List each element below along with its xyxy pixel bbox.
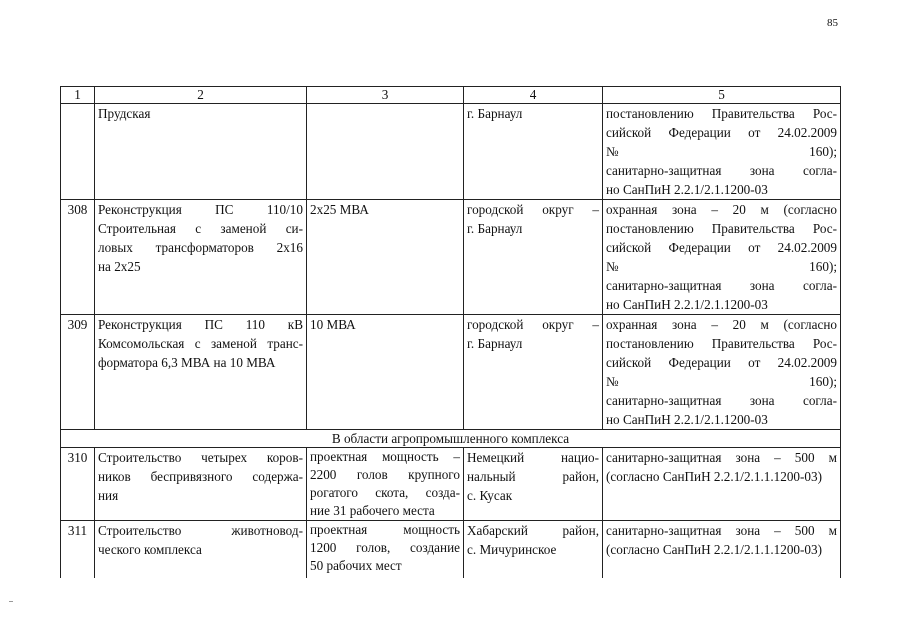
text-line: 10 МВА [310,317,356,332]
text-line: Реконструкция ПС 110 кВ [98,317,303,332]
text-line: с. Кусак [467,488,513,503]
capacity [307,448,464,521]
text-line: Комсомольская с заменой транс- [98,336,303,351]
text-line: Реконструкция ПС 110/10 [98,202,303,217]
text-line: рогатого скота, созда- [310,485,460,500]
location [464,200,603,315]
zones [603,315,841,430]
text-line: но СанПиН 2.2.1/2.1.1200-03 [606,412,768,427]
location [464,521,603,579]
text-line: санитарно-защитная зона – 500 м [606,450,837,465]
header-cell: 2 [95,87,307,104]
capacity [307,104,464,200]
zones [603,448,841,521]
object-name [95,315,307,430]
row-number: 308 [61,200,95,315]
text-line: 50 рабочих мест [310,558,402,573]
row-number: 311 [61,521,95,579]
capacity [307,521,464,579]
text-line: ников беспривязного содержа- [98,469,303,484]
text-line: форматора 6,3 МВА на 10 МВА [98,355,276,370]
text-line: г. Барнаул [467,336,523,351]
text-line: 2х25 МВА [310,202,369,217]
text-line: ние 31 рабочего места [310,503,435,518]
text-line: на 2х25 [98,259,141,274]
text-line: охранная зона – 20 м (согласно [606,317,837,332]
header-cell: 1 [61,87,95,104]
text-line: ловых трансформаторов 2х16 [98,240,303,255]
header-cell: 3 [307,87,464,104]
text-line: сийской Федерации от 24.02.2009 [606,125,837,140]
text-line: но СанПиН 2.2.1/2.1.1200-03 [606,297,768,312]
table-row [61,448,841,521]
text-line: Немецкий нацио- [467,450,599,465]
zones [603,104,841,200]
text-line: г. Барнаул [467,221,523,236]
document-table [60,86,841,618]
text-line: но СанПиН 2.2.1/2.1.1200-03 [606,182,768,197]
text-line: постановлению Правительства Рос- [606,106,837,121]
location: г. Барнаул [464,104,603,200]
text-line: Строительство четырех коров- [98,450,303,465]
row-number: 309 [61,315,95,430]
text-line: санитарно-защитная зона согла- [606,393,837,408]
location [464,448,603,521]
zones [603,521,841,579]
text-line: постановлению Правительства Рос- [606,336,837,351]
row-number [61,104,95,200]
text-line: проектная мощность [310,522,460,537]
text-line: санитарно-защитная зона согла- [606,163,837,178]
object-name [95,521,307,579]
text-line: охранная зона – 20 м (согласно [606,202,837,217]
text-line: нальный район, [467,469,599,484]
page-number: 85 [827,17,838,29]
text-line: № 160); [606,374,837,389]
text-line: Строительная с заменой си- [98,221,303,236]
text-line: 2200 голов крупного [310,467,460,482]
text-line: с. Мичуринское [467,542,557,557]
text-line: санитарно-защитная зона согла- [606,278,837,293]
object-name [95,448,307,521]
row-number: 310 [61,448,95,521]
text-line: ческого комплекса [98,542,202,557]
capacity [307,315,464,430]
text-line: сийской Федерации от 24.02.2009 [606,240,837,255]
text-line: городской округ – [467,317,599,332]
table-row [61,104,841,200]
text-line: санитарно-защитная зона – 500 м [606,523,837,538]
section-title: В области агропромышленного комплекса [61,430,841,448]
text-line: Строительство животновод- [98,523,303,538]
table-row [61,200,841,315]
table-row [61,315,841,430]
table-header-row [61,87,841,104]
location [464,315,603,430]
scan-artifact [9,601,13,602]
text-line: Хабарский район, [467,523,599,538]
text-line: 1200 голов, создание [310,540,460,555]
header-cell: 5 [603,87,841,104]
text-line: (согласно СанПиН 2.2.1/2.1.1.1200-03) [606,469,822,484]
table-row [61,521,841,579]
text-line: № 160); [606,144,837,159]
object-name: Прудская [95,104,307,200]
capacity [307,200,464,315]
text-line: городской округ – [467,202,599,217]
zones [603,200,841,315]
text-line: сийской Федерации от 24.02.2009 [606,355,837,370]
text-line: (согласно СанПиН 2.2.1/2.1.1.1200-03) [606,542,822,557]
text-line: постановлению Правительства Рос- [606,221,837,236]
header-cell: 4 [464,87,603,104]
object-name [95,200,307,315]
text-line: № 160); [606,259,837,274]
page-bottom-mask [60,578,841,640]
text-line: ния [98,488,119,503]
text-line: проектная мощность – [310,449,460,464]
section-row [61,430,841,448]
